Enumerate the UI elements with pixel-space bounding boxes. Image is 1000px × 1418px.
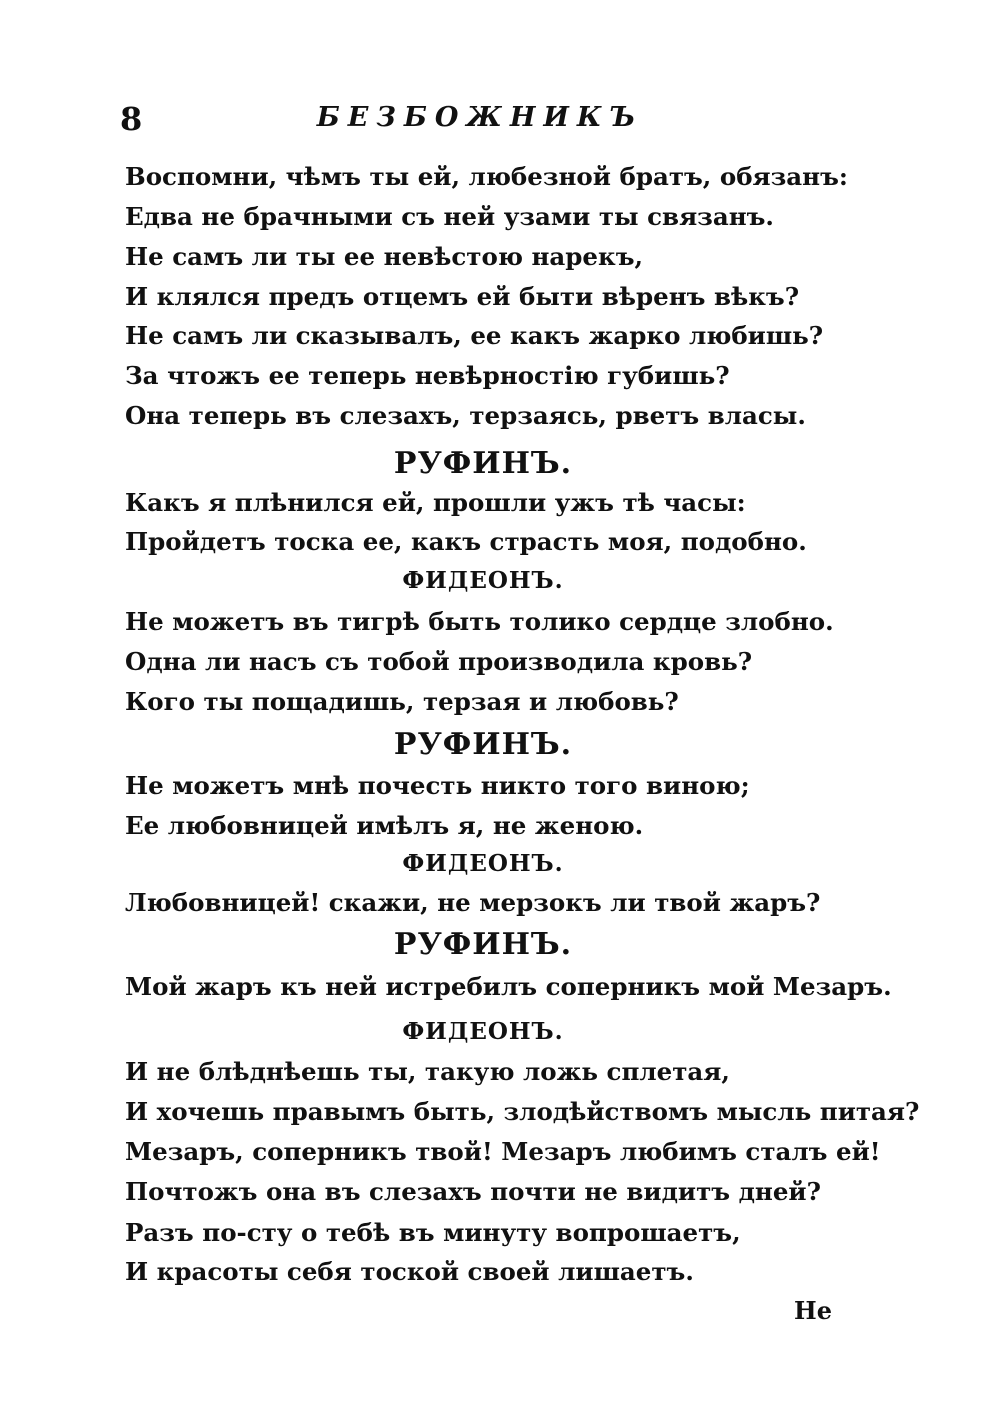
page-number: 8 — [120, 100, 143, 138]
verse-line: Она теперь въ слезахъ, терзаясь, рветъ власы. — [125, 401, 806, 430]
verse-line: Мой жаръ къ ней истребилъ соперникъ мой Мезаръ. — [125, 972, 892, 1001]
verse-line: Не можетъ въ тигрѣ быть толико сердце злобно. — [125, 607, 834, 636]
speaker-name: ФИДЕОНЪ. — [402, 567, 564, 594]
verse-line: Не самъ ли ты ее невѣстою нарекъ, — [125, 242, 644, 271]
verse-line: И клялся предъ отцемъ ей быти вѣренъ вѣкъ? — [125, 282, 800, 311]
verse-line: За чтожъ ее теперь невѣрностію губишь? — [125, 361, 730, 390]
catchword: Не — [794, 1296, 832, 1325]
speaker-name: ФИДЕОНЪ. — [402, 850, 564, 877]
verse-line: Не можетъ мнѣ почесть никто того виною; — [125, 771, 750, 800]
verse-line: Воспомни, чѣмъ ты ей, любезной братъ, обязанъ: — [125, 162, 848, 191]
speaker-name: РУФИНЪ. — [393, 927, 573, 962]
verse-line: Мезаръ, соперникъ твой! Мезаръ любимъ сталъ ей! — [125, 1137, 881, 1166]
verse-line: Не самъ ли сказывалъ, ее какъ жарко любишь? — [125, 321, 824, 350]
page-header — [120, 100, 840, 140]
speaker-name: РУФИНЪ. — [393, 446, 573, 481]
verse-line: Какъ я плѣнился ей, прошли ужъ тѣ часы: — [125, 488, 746, 517]
verse-line: Почтожъ она въ слезахъ почти не видитъ дней? — [125, 1177, 821, 1206]
verse-line: Кого ты пощадишь, терзая и любовь? — [125, 687, 679, 716]
verse-line: И не блѣднѣешь ты, такую ложь сплетая, — [125, 1057, 730, 1086]
verse-line: Пройдетъ тоска ее, какъ страсть моя, подобно. — [125, 527, 807, 556]
verse-line: Любовницей! скажи, не мерзокъ ли твой жаръ? — [125, 888, 821, 917]
speaker-name: РУФИНЪ. — [393, 727, 573, 762]
verse-line: Ее любовницей имѣлъ я, не женою. — [125, 811, 644, 840]
verse-line: И хочешь правымъ быть, злодѣйствомъ мысль питая? — [125, 1097, 920, 1126]
verse-line: Разъ по-сту о тебѣ въ минуту вопрошаетъ, — [125, 1218, 741, 1247]
verse-line: И красоты себя тоской своей лишаетъ. — [125, 1257, 694, 1286]
verse-line: Едва не брачными съ ней узами ты связанъ. — [125, 202, 774, 231]
verse-line: Одна ли насъ съ тобой производила кровь? — [125, 647, 753, 676]
running-title: БЕЗБОЖНИКЪ — [316, 102, 644, 133]
speaker-name: ФИДЕОНЪ. — [402, 1018, 564, 1045]
